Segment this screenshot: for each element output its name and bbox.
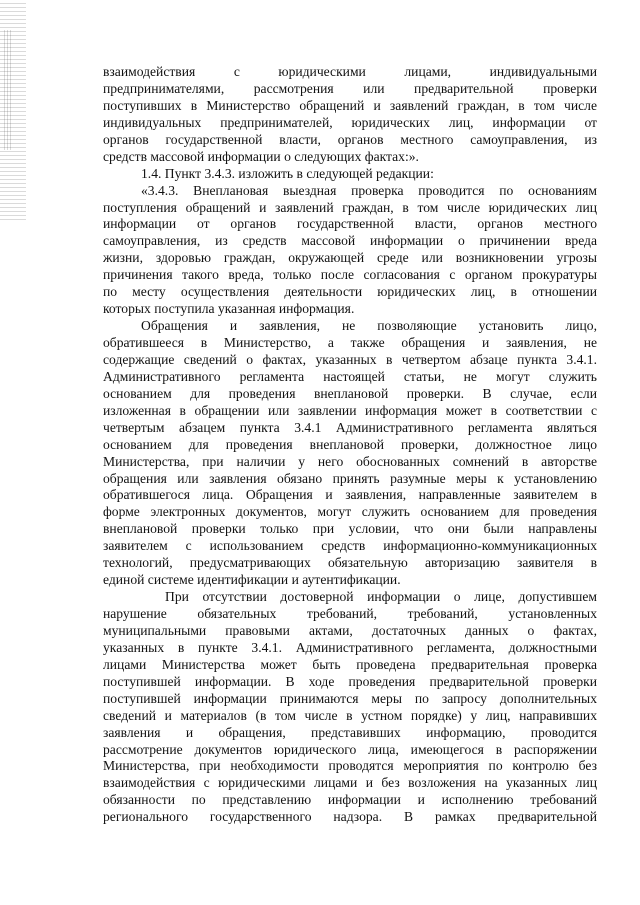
text-line: четвертым абзацем пункта 3.4.1 Административного регламента являться [103,419,597,435]
text-line: индивидуальных предпринимателей, юридических лиц, информации от [103,114,597,130]
text-line: муниципальными правовыми актами, достаточных данных о фактах, [103,622,597,638]
text-line: обязанности по представлению информации и исполнению требований [103,792,597,808]
text-line: регионального государственного надзора. В рамках предварительной [103,809,597,825]
text-line: по месту осуществления деятельности юридических лиц, в отношении [103,284,597,300]
text-line: Министерства, при необходимости проводятся мероприятия по контролю без [103,758,597,774]
document-body-text [103,64,597,826]
text-line: которых поступила указанная информация. [103,301,355,317]
text-line: заявителем с использованием средств информационно-коммуникационных [103,538,597,554]
text-line: поступившей информации. В ходе проведения предварительной проверки [103,673,597,689]
text-line: основанием для проведения внеплановой проверки. В случае, если [103,385,597,401]
text-line: взаимодействия с юридическими лицами и без возложения на указанных лиц [103,775,597,791]
scan-artifact-left-marks [4,30,12,150]
text-line: самоуправления, из средств массовой информации о причинении вреда [103,233,597,249]
text-line: технологий, предусматривающих обязательную авторизацию заявителя в [103,555,597,571]
text-line: «3.4.3. Внеплановая выездная проверка проводится по основаниям [141,182,597,198]
text-line: указанных в пункте 3.4.1. Административного регламента, должностными [103,639,597,655]
text-line: обращения или заявления обязано принять разумные меры к установлению [103,470,597,486]
text-line: обратившееся в Министерство, а также обращения и заявления, не [103,335,597,350]
text-line: взаимодействия с юридическими лицами, индивидуальными [103,64,597,79]
text-line: органов государственной власти, органов местного самоуправления, из [103,131,597,147]
text-line: обратившегося лица. Обращения и заявления, направленные заявителем в [103,487,597,503]
text-line: единой системе идентификации и аутентификации. [103,572,401,588]
text-line: поступившей информации принимаются меры по запросу дополнительных [103,690,597,706]
text-line: изложенная в обращении или заявлении информация может в соответствии с [103,402,597,418]
text-line: причинения такого вреда, только после согласования с органом прокуратуры [103,267,597,283]
text-line: заявления и обращения, представивших информацию, проводится [103,724,597,740]
text-line: рассмотрение документов юридического лица, имеющегося в распоряжении [103,741,597,757]
text-line: форме электронных документов, могут служить основанием для проведения [103,504,597,520]
text-line: внеплановой проверки только при условии, что они были направлены [103,521,597,537]
text-line: нарушение обязательных требований, требований, установленных [103,606,597,621]
text-line: Обращения и заявления, не позволяющие установить лицо, [141,318,597,334]
text-line: средств массовой информации о следующих фактах:». [103,148,419,164]
text-line: основанием для проведения внеплановой проверки, должностное лицо [103,436,597,452]
text-line: Административного регламента настоящей статьи, не могут служить [103,368,597,384]
text-line: лицами Министерства может быть проведена предварительная проверка [103,656,597,672]
text-line: сведений и материалов (в том числе в устном порядке) у лиц, направивших [103,707,597,723]
text-line: Министерства, при наличии у него обоснованных сомнений в авторстве [103,453,597,469]
text-line: содержащие сведений о фактах, указанных в четвертом абзаце пункта 3.4.1. [103,351,597,367]
text-line: информации от органов государственной власти, органов местного [103,216,597,232]
text-line: предпринимателями, рассмотрения или предварительной проверки [103,80,597,96]
text-line: жизни, здоровью граждан, окружающей среде или возникновении угрозы [103,250,597,266]
text-line: поступивших в Министерство обращений и заявлений граждан, в том числе [103,97,597,113]
text-line: поступления обращений и заявлений граждан, в том числе юридических лиц [103,199,597,215]
text-line: При отсутствии достоверной информации о лице, допустившем [165,589,597,605]
text-line: 1.4. Пункт 3.4.3. изложить в следующей редакции: [141,165,434,181]
